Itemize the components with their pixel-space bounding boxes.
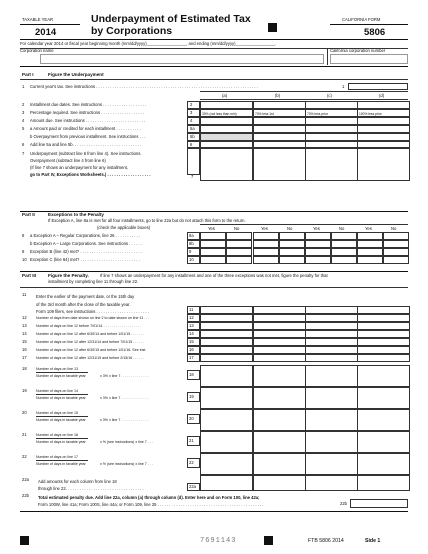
line11-text-1: Enter the earlier of the payment date, or the 15th day <box>36 294 135 299</box>
line7-col-1-field[interactable] <box>253 147 306 181</box>
line3-text: Percentage required. See instructions . . . . . . . . . . . . . . . . . . . <box>30 110 145 115</box>
line22b-text-2: Form 100W, line 41a; Form 100S, line 44a; or Form 109, line 25 . . . . . . . . . . . . . . . . . . . . . . . . . . . . . . . . . . . . . . . . . . . . . . <box>38 502 264 507</box>
line16-text: Number of days on line 12 after 6/30/15 and before 1/01/16. See inst. <box>36 348 147 353</box>
line3-col-2-pct-label: 70% less prior <box>307 111 328 116</box>
col-header-bottom-rule <box>200 99 408 100</box>
line22a-col-3-field[interactable] <box>357 475 410 491</box>
line15-col-1-field[interactable] <box>253 338 306 346</box>
line13-text: Number of days on line 12 before 7/01/14. . . . . . . . . . . . . . . . . . . . <box>36 324 142 329</box>
line10-checkbox-4[interactable] <box>305 256 331 264</box>
line7-col-0-field[interactable] <box>200 147 253 181</box>
line1-num: 1 <box>22 84 25 89</box>
line8a-checkbox-6[interactable] <box>357 232 383 240</box>
line19-denominator: Number of days in taxable year <box>36 395 86 400</box>
line9-checkbox-6[interactable] <box>357 248 383 256</box>
line11-col-0-field[interactable] <box>200 306 253 314</box>
line22a-box-label: 22a <box>189 484 196 489</box>
line22a-text-2: through line 22. . . . . . . . . . . . . . . . . . . . . . . . . . . . . . . . . . <box>38 486 144 491</box>
line14-num: 14 <box>22 331 27 336</box>
line21-col-0-field[interactable] <box>200 431 253 453</box>
part2-no-header-2: No <box>339 226 345 231</box>
line4-text: Amount due. See instructions . . . . . . . . . . . . . . . . . . . . . . . . . . <box>30 118 146 123</box>
barcode-number: 7691143 <box>200 537 237 545</box>
line13-col-3-field[interactable] <box>357 322 410 330</box>
line22a-col-0-field[interactable] <box>200 475 253 491</box>
line7-col-3-field[interactable] <box>357 147 410 181</box>
line2-box-label: 2 <box>190 102 193 107</box>
line10-checkbox-2[interactable] <box>253 256 279 264</box>
line14-col-3-field[interactable] <box>357 330 410 338</box>
form-ref: FTB 5806 2014 <box>308 538 344 544</box>
line5a-col-1-field[interactable] <box>253 125 306 133</box>
line19-num: 19 <box>22 388 27 393</box>
line11-col-1-field[interactable] <box>253 306 306 314</box>
line22-col-3-field[interactable] <box>357 453 410 475</box>
line14-box-label: 14 <box>189 331 194 336</box>
corp-name-label: Corporation name <box>20 48 54 53</box>
line14-col-0-field[interactable] <box>200 330 253 338</box>
registration-mark <box>268 23 277 32</box>
line2-num: 2 <box>22 102 25 107</box>
line7-col-2-field[interactable] <box>305 147 358 181</box>
line5b-col-1-field[interactable] <box>253 133 306 141</box>
line20-numerator: Number of days on line 15 <box>36 411 78 415</box>
line18-num: 18 <box>22 366 27 371</box>
part1-subtitle: Figure the Underpayment <box>48 72 104 77</box>
line18-col-2-field[interactable] <box>305 365 358 387</box>
line15-text: Number of days on line 12 after 12/31/14 and before 7/01/15 . . . . . . <box>36 340 145 345</box>
part2-no-header-1: No <box>287 226 293 231</box>
line13-col-0-field[interactable] <box>200 322 253 330</box>
line21-col-1-field[interactable] <box>253 431 306 453</box>
line11-text-3: Form 109 filers, see instructions . . . . . . . . . . . . . . . . . . . . . . . <box>36 309 149 314</box>
line8b-checkbox-0[interactable] <box>200 240 226 248</box>
line19-multiplier: x 3% x line 7 . . . . . . . . . . . . . . <box>100 395 149 400</box>
line20-denominator: Number of days in taxable year <box>36 417 86 422</box>
line3-box-label: 3 <box>190 110 193 115</box>
line11-col-3-field[interactable] <box>357 306 410 314</box>
column-header-1: (b) <box>275 93 281 98</box>
line9-box-label: 9 <box>189 249 192 254</box>
line16-col-3-field[interactable] <box>357 346 410 354</box>
line7-text-3: (If line 7 shows an underpayment for any installment, <box>30 165 128 170</box>
part2-intro: If Exception A, line 8a is met for all four installments, go to line 22a but do not attach this form to the return. <box>48 218 246 223</box>
line6-text: Add line 5a and line 5b. . . . . . . . . . . . . . . . . . . . . . . . . . . . . . <box>30 142 142 147</box>
line12-text: Number of days from date shown on line 2 to date shown on line 11 . . . <box>36 316 150 321</box>
line5a-col-3-field[interactable] <box>357 125 410 133</box>
line5a-num: 5 <box>22 126 25 131</box>
line9-checkbox-5[interactable] <box>331 248 357 256</box>
line8a-checkbox-5[interactable] <box>331 232 357 240</box>
line3-label-box <box>187 109 200 117</box>
line8a-checkbox-0[interactable] <box>200 232 226 240</box>
form-title <box>91 13 251 37</box>
line9-text: Exception B (line 42) met? . . . . . . . . . . . . . . . . . . . . . . . . . . . <box>30 249 142 254</box>
line11-text-2: of the 3rd month after the close of the taxable year. <box>36 301 131 307</box>
line12-col-0-field[interactable] <box>200 314 253 322</box>
line8b-checkbox-2[interactable] <box>253 240 279 248</box>
line18-col-3-field[interactable] <box>357 365 410 387</box>
line5b-col-2-field[interactable] <box>305 133 358 141</box>
line9-checkbox-2[interactable] <box>253 248 279 256</box>
line16-box-label: 16 <box>189 347 194 352</box>
col-header-top-rule <box>200 91 408 92</box>
line6-num: 6 <box>22 142 25 147</box>
line18-col-0-field[interactable] <box>200 365 253 387</box>
line19-col-0-field[interactable] <box>200 387 253 409</box>
line21-num: 21 <box>22 432 27 437</box>
line22b-text-1: Total estimated penalty due. Add line 22a, column (a) through column (d). Enter here and on Form 100, line 42a; <box>38 495 260 500</box>
column-header-2: (c) <box>327 93 332 98</box>
footer-mark-right <box>264 536 273 545</box>
line1-text: Current year's tax. See instructions . . . . . . . . . . . . . . . . . . . . . . . . . . . . . . . . . . . . . . . . . . . . . . . . . . . . . . . . . . . . . . . . . . . . . . <box>30 84 258 89</box>
line20-col-0-field[interactable] <box>200 409 253 431</box>
line8b-checkbox-1[interactable] <box>226 240 252 248</box>
line5b-col-0-field <box>200 133 253 141</box>
line5b-col-3-field[interactable] <box>357 133 410 141</box>
line5b-box-label: 5b <box>190 134 195 139</box>
line8b-text: b Exception A – Large Corporations. See instructions . . . . . . <box>30 241 142 246</box>
line9-checkbox-4[interactable] <box>305 248 331 256</box>
line3-col-1-pct-label: 70% less 1st <box>255 111 274 116</box>
part3-intro-1: If line 7 shows an underpayment for any installment and one of the three exceptions was not met, figure the penalty for that <box>100 273 328 278</box>
line10-checkbox-7[interactable] <box>383 256 409 264</box>
line3-num: 3 <box>22 110 25 115</box>
line11-box-label: 11 <box>189 307 194 312</box>
line4-label-box <box>187 117 200 125</box>
line7-label-box <box>187 147 200 175</box>
line18-denominator: Number of days in taxable year <box>36 373 86 378</box>
line20-num: 20 <box>22 410 27 415</box>
line16-col-2-field[interactable] <box>305 346 358 354</box>
line8a-box-label: 8a <box>189 233 194 238</box>
line17-col-2-field[interactable] <box>305 354 358 362</box>
line9-checkbox-1[interactable] <box>226 248 252 256</box>
line10-checkbox-1[interactable] <box>226 256 252 264</box>
line11-num: 11 <box>22 292 27 297</box>
yesno-top-rule <box>200 224 408 225</box>
line22-col-0-field[interactable] <box>200 453 253 475</box>
line16-num: 16 <box>22 347 27 352</box>
line22-num: 22 <box>22 454 27 459</box>
line8a-text: a Exception A – Regular Corporations, line 26 . . . . . . . . . . . <box>30 233 141 238</box>
line22b-text <box>38 494 264 508</box>
line15-col-0-field[interactable] <box>200 338 253 346</box>
corp-number-field[interactable] <box>330 54 408 64</box>
calendar-year-line: For calendar year 2014 or fiscal year beginning month (mm/dd/yyyy)_________________, and ending (mm/dd/yyyy)_________________. <box>20 41 277 46</box>
footer-mark-left <box>20 536 29 545</box>
line19-col-3-field[interactable] <box>357 387 410 409</box>
form-title-line2: by Corporations <box>91 25 173 37</box>
line8a-checkbox-2[interactable] <box>253 232 279 240</box>
line2-col-2-field[interactable] <box>305 101 358 109</box>
line10-checkbox-6[interactable] <box>357 256 383 264</box>
part2-yes-header-2: Yes <box>313 226 320 231</box>
line21-multiplier: x % (see instructions) x line 7 . . . <box>100 439 153 444</box>
line20-col-2-field[interactable] <box>305 409 358 431</box>
line19-numerator: Number of days on line 14 <box>36 389 78 393</box>
part2-no-header-3: No <box>391 226 397 231</box>
line7-box-label: 7 <box>191 174 194 179</box>
line8a-checkbox-7[interactable] <box>383 232 409 240</box>
line5b-label-box <box>187 133 200 141</box>
line21-col-3-field[interactable] <box>357 431 410 453</box>
line17-text: Number of days on line 12 after 12/31/15 and before 2/15/16 . . . . . . <box>36 356 145 361</box>
line22a-num: 22a <box>22 477 29 482</box>
line10-num: 10 <box>22 257 27 262</box>
part3-subtitle: Figure the Penalty. <box>48 273 89 278</box>
line22-denominator: Number of days in taxable year <box>36 461 86 466</box>
line5a-col-0-field[interactable] <box>200 125 253 133</box>
part2-yes-header-0: Yes <box>208 226 215 231</box>
line2-col-1-field[interactable] <box>253 101 306 109</box>
line12-col-3-field[interactable] <box>357 314 410 322</box>
line22-box-label: 22 <box>189 460 194 465</box>
line16-col-1-field[interactable] <box>253 346 306 354</box>
line12-num: 12 <box>22 315 27 320</box>
line7-num: 7 <box>22 151 25 156</box>
ca-form-label: CALIFORNIA FORM <box>342 17 381 22</box>
line10-checkbox-3[interactable] <box>279 256 305 264</box>
line8b-checkbox-7[interactable] <box>383 240 409 248</box>
line1-box-label: 1 <box>342 84 345 89</box>
line8b-box-label: 8b <box>189 241 194 246</box>
line19-box-label: 19 <box>189 394 194 399</box>
line13-col-2-field[interactable] <box>305 322 358 330</box>
corp-number-label: California corporation number <box>330 48 386 53</box>
line20-box-label: 20 <box>189 416 194 421</box>
line12-col-1-field[interactable] <box>253 314 306 322</box>
line17-box-label: 17 <box>189 355 194 360</box>
line18-col-1-field[interactable] <box>253 365 306 387</box>
column-header-3: (d) <box>379 93 385 98</box>
column-header-0: (a) <box>222 93 228 98</box>
line22-col-1-field[interactable] <box>253 453 306 475</box>
line11-col-2-field[interactable] <box>305 306 358 314</box>
line13-box-label: 13 <box>189 323 194 328</box>
line8b-checkbox-3[interactable] <box>279 240 305 248</box>
line17-col-1-field[interactable] <box>253 354 306 362</box>
line5a-col-2-field[interactable] <box>305 125 358 133</box>
line22a-col-1-field[interactable] <box>253 475 306 491</box>
line2-col-3-field[interactable] <box>357 101 410 109</box>
line20-col-1-field[interactable] <box>253 409 306 431</box>
line22b-num: 22b <box>22 493 29 498</box>
line6-box-label: 6 <box>190 142 193 147</box>
tax-year: 2014 <box>35 27 57 38</box>
line10-checkbox-5[interactable] <box>331 256 357 264</box>
taxable-year-label: TAXABLE YEAR <box>22 17 54 22</box>
line5a-label-box <box>187 125 200 133</box>
line22b-field[interactable] <box>350 499 408 508</box>
line22-col-2-field[interactable] <box>305 453 358 475</box>
part3-intro-2: installment by completing line 11 through line 22. <box>48 279 139 284</box>
line12-box-label: 12 <box>189 315 194 320</box>
line8b-checkbox-5[interactable] <box>331 240 357 248</box>
line14-col-1-field[interactable] <box>253 330 306 338</box>
line8b-checkbox-4[interactable] <box>305 240 331 248</box>
line22-multiplier: x % (see instructions) x line 7 . . . <box>100 461 153 466</box>
line8a-checkbox-4[interactable] <box>305 232 331 240</box>
line22a-text-1: Add amounts for each column from line 18 <box>38 479 117 484</box>
line7-text-4: go to Part IV, Exceptions Worksheets.) . . . . . . . . . . . . . . . . . . . <box>30 172 151 177</box>
line3-col-0-pct-label: 30% (not less than min) <box>202 111 237 116</box>
form-number: 5806 <box>364 27 386 38</box>
line18-box-label: 18 <box>189 372 194 377</box>
line4-col-2-field[interactable] <box>305 117 358 125</box>
line20-col-3-field[interactable] <box>357 409 410 431</box>
line15-num: 15 <box>22 339 27 344</box>
line8a-checkbox-3[interactable] <box>279 232 305 240</box>
line5a-text: a Amount paid or credited for each installment . . . . . . . . . . . <box>30 126 141 131</box>
part2-subtitle: Exceptions to the Penalty <box>48 212 104 217</box>
part3-title: Part III <box>22 273 37 278</box>
line14-col-2-field[interactable] <box>305 330 358 338</box>
line9-checkbox-7[interactable] <box>383 248 409 256</box>
line10-box-label: 10 <box>189 257 194 262</box>
corp-name-field[interactable] <box>40 54 324 64</box>
line12-col-2-field[interactable] <box>305 314 358 322</box>
line18-numerator: Number of days on line 13 <box>36 367 78 371</box>
line4-col-3-field[interactable] <box>357 117 410 125</box>
line2-col-0-field[interactable] <box>200 101 253 109</box>
line8a-checkbox-1[interactable] <box>226 232 252 240</box>
line18-multiplier: x 3% x line 7 . . . . . . . . . . . . . . <box>100 373 149 378</box>
line9-num: 9 <box>22 249 25 254</box>
line20-multiplier: x 3% x line 7 . . . . . . . . . . . . . . <box>100 417 149 422</box>
line4-col-1-field[interactable] <box>253 117 306 125</box>
line9-checkbox-3[interactable] <box>279 248 305 256</box>
line17-col-0-field[interactable] <box>200 354 253 362</box>
line4-col-0-field[interactable] <box>200 117 253 125</box>
line21-denominator: Number of days in taxable year <box>36 439 86 444</box>
line15-col-2-field[interactable] <box>305 338 358 346</box>
line22-numerator: Number of days on line 17 <box>36 455 78 459</box>
line7-text-1: Underpayment (subtract line 6 from line 4). See instructions. <box>30 151 142 156</box>
side-label: Side 1 <box>365 538 381 544</box>
line7-text-2: Overpayment (subtract line 4 from line 6) <box>30 158 106 163</box>
part2-yes-header-1: Yes <box>261 226 268 231</box>
line22b-box-label: 22b <box>340 501 347 506</box>
line21-box-label: 21 <box>189 438 194 443</box>
line10-checkbox-0[interactable] <box>200 256 226 264</box>
line19-col-1-field[interactable] <box>253 387 306 409</box>
line8b-checkbox-6[interactable] <box>357 240 383 248</box>
line13-num: 13 <box>22 323 27 328</box>
line22a-text <box>38 478 144 492</box>
line2-label-box <box>187 101 200 109</box>
line11-text <box>36 293 149 316</box>
line19-col-2-field[interactable] <box>305 387 358 409</box>
part2-check-label: (check the applicable boxes) <box>97 225 151 230</box>
line4-box-label: 4 <box>190 118 193 123</box>
line13-col-1-field[interactable] <box>253 322 306 330</box>
line15-col-3-field[interactable] <box>357 338 410 346</box>
part1-title: Part I <box>22 72 34 77</box>
line2-text: Installment due dates. See instructions . . . . . . . . . . . . . . . . . . . <box>30 102 147 107</box>
line4-num: 4 <box>22 118 25 123</box>
line17-num: 17 <box>22 355 27 360</box>
part2-title: Part II <box>22 212 35 217</box>
line22a-col-2-field[interactable] <box>305 475 358 491</box>
line21-numerator: Number of days on line 16 <box>36 433 78 437</box>
line5b-text: b Overpayment from previous installment. See instructions . . . <box>30 134 146 139</box>
line15-box-label: 15 <box>189 339 194 344</box>
line5a-box-label: 5a <box>190 126 195 131</box>
line1-field[interactable] <box>348 83 408 90</box>
line21-col-2-field[interactable] <box>305 431 358 453</box>
form-title-line1: Underpayment of Estimated Tax <box>91 13 251 25</box>
line9-checkbox-0[interactable] <box>200 248 226 256</box>
line8a-num: 8 <box>22 233 25 238</box>
part2-yes-header-3: Yes <box>365 226 372 231</box>
line16-col-0-field[interactable] <box>200 346 253 354</box>
line17-col-3-field[interactable] <box>357 354 410 362</box>
line3-col-3-pct-label: 100% less prior <box>359 111 382 116</box>
part2-no-header-0: No <box>234 226 240 231</box>
line10-text: Exception C (line 64) met? . . . . . . . . . . . . . . . . . . . . . . . . . . <box>30 257 140 262</box>
line14-text: Number of days on line 12 after 6/30/14 and before 1/01/15 . . . . . . . <box>36 332 145 337</box>
